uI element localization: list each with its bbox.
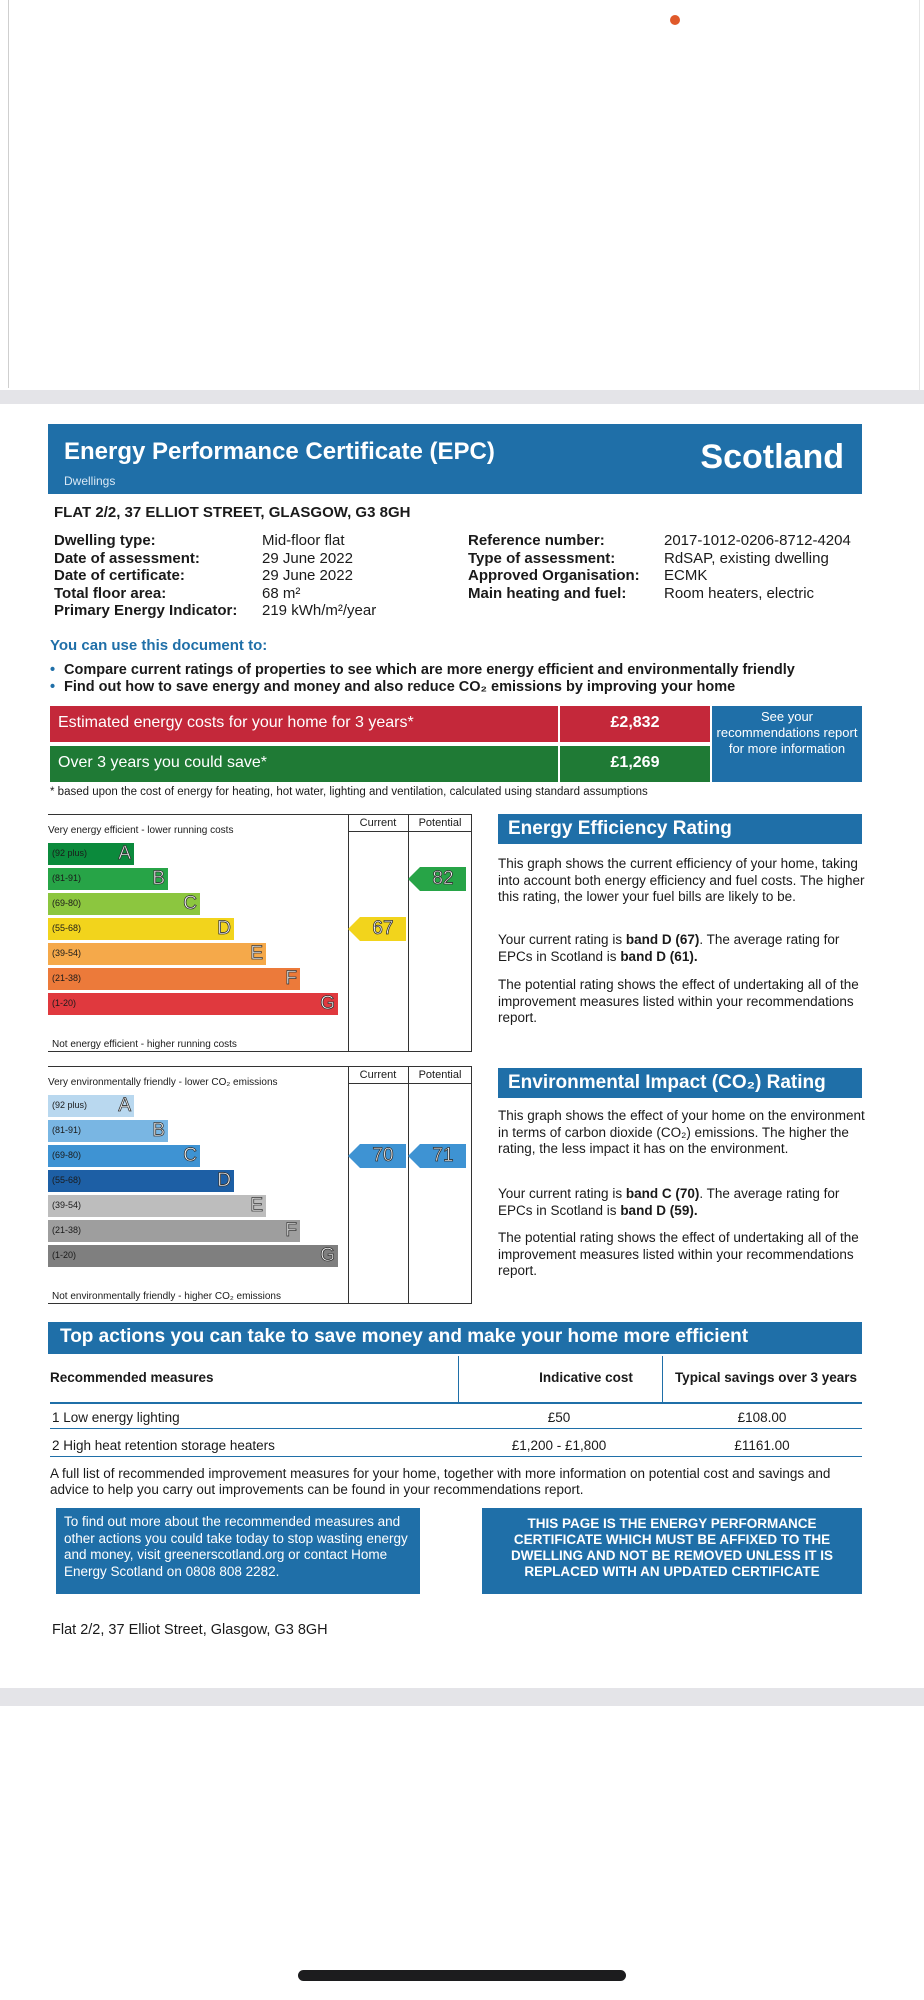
band-letter: D <box>217 1170 231 1191</box>
band-letter: F <box>285 1220 297 1241</box>
header-rule <box>348 1083 472 1084</box>
table-rule <box>50 1456 862 1457</box>
table-rule <box>50 1402 862 1404</box>
band-range-label: (21-38) <box>52 973 82 983</box>
table-cell-cost: £50 <box>547 1410 571 1425</box>
header-rule <box>348 831 472 832</box>
env-band-a <box>48 1095 134 1117</box>
table-rule <box>50 1428 862 1429</box>
fact-value: Room heaters, electric <box>664 584 815 602</box>
table-cell-savings: £1161.00 <box>734 1438 790 1453</box>
energy-band-d <box>48 918 234 940</box>
footer-address: Flat 2/2, 37 Elliot Street, Glasgow, G3 8GH <box>52 1622 328 1638</box>
column-divider <box>408 1067 409 1303</box>
env-panel-title: Environmental Impact (CO₂) Rating <box>498 1068 862 1098</box>
table-row: 2 High heat retention storage heaters <box>52 1438 275 1453</box>
env-band-c <box>48 1145 200 1167</box>
fact-key: Reference number: <box>468 532 605 549</box>
epc-region: Scotland <box>700 438 844 476</box>
use-bullets <box>50 662 795 696</box>
band-range-label: (92 plus) <box>52 1100 88 1110</box>
bullet-item: • Compare current ratings of properties to see which are more energy efficient and environmentally friendly <box>50 662 795 679</box>
potential-column-label: Potential <box>418 1069 462 1081</box>
affix-notice-box: THIS PAGE IS THE ENERGY PERFORMANCE CERTIFICATE WHICH MUST BE AFFIXED TO THE DWELLING AND NOT BE REMOVED UNLESS IT IS REPLACED WITH AN UPDATED CERTIFICATE <box>482 1508 862 1594</box>
fact-key: Approved Organisation: <box>468 567 640 585</box>
band-range-label: (39-54) <box>52 948 82 958</box>
potential-column-label: Potential <box>418 817 462 829</box>
text-run: . The average rating for EPCs in Scotland is <box>498 932 840 964</box>
page-gap <box>0 390 924 404</box>
fact-value: 219 kWh/m²/year <box>262 602 377 620</box>
env-band-f <box>48 1220 300 1242</box>
env-band-b <box>48 1120 168 1142</box>
table-cell-cost: £1,200 - £1,800 <box>511 1438 607 1453</box>
estimated-costs-value: £2,832 <box>560 706 710 742</box>
band-letter: C <box>183 1145 197 1166</box>
fact-value: ECMK <box>664 567 708 585</box>
text-run-bold: band D (61). <box>620 948 698 964</box>
estimated-costs-label: Estimated energy costs for your home for 3 years* <box>50 706 558 742</box>
fact-key: Type of assessment: <box>468 549 616 567</box>
env-potential-rating: 71 <box>420 1144 466 1168</box>
text-run-bold: band D (67) <box>625 932 700 947</box>
band-range-label: (39-54) <box>52 1200 82 1210</box>
fact-value: 2017-1012-0206-8712-4204 <box>664 532 851 549</box>
eer-panel-text-3: The potential rating shows the effect of undertaking all of the improvement measures listed within your recommendations report. <box>498 977 859 1025</box>
table-column-line <box>458 1356 459 1404</box>
band-range-label: (81-91) <box>52 1125 82 1135</box>
eer-panel-text-1: This graph shows the current efficiency of your home, taking into account both energy efficiency and fuel costs. The higher this rating, the lower your fuel bills are likely to be. <box>498 856 865 904</box>
fact-key: Main heating and fuel: <box>468 584 627 602</box>
env-band-g <box>48 1245 338 1267</box>
fact-value: 68 m² <box>262 584 301 602</box>
text-run-bold: band C (70) <box>625 1186 700 1201</box>
table-header-savings: Typical savings over 3 years <box>674 1370 858 1385</box>
band-letter: G <box>320 1245 335 1266</box>
fact-key: Date of certificate: <box>54 567 185 585</box>
current-column-label: Current <box>359 1069 397 1081</box>
env-current-rating: 70 <box>360 1144 406 1168</box>
page-edge-line <box>8 0 9 388</box>
more-info-box: To find out more about the recommended measures and other actions you could take today to stop wasting energy and money, visit greenerscotland.org or contact Home Energy Scotland on 0808 808 2282. <box>56 1508 420 1594</box>
page-gap <box>0 1688 924 1706</box>
band-letter: D <box>217 918 231 939</box>
use-document-title: You can use this document to: <box>50 637 268 654</box>
column-divider <box>408 815 409 1051</box>
table-cell-savings: £108.00 <box>737 1410 787 1425</box>
fact-key: Total floor area: <box>54 584 167 602</box>
full-list-note: A full list of recommended improvement measures for your home, together with more information on potential cost and savings and advice to help you carry out improvements can be found in your recommendations report. <box>50 1466 831 1497</box>
fact-value: 29 June 2022 <box>262 549 353 567</box>
band-letter: E <box>250 1195 263 1216</box>
band-letter: G <box>320 993 335 1014</box>
table-row: 1 Low energy lighting <box>52 1410 180 1425</box>
band-range-label: (92 plus) <box>52 848 88 858</box>
table-header-cost: Indicative cost <box>539 1370 633 1385</box>
fact-key: Dwelling type: <box>54 532 156 549</box>
eer-panel-title: Energy Efficiency Rating <box>498 814 862 844</box>
text-run-bold: band D (59). <box>620 1202 698 1218</box>
energy-band-b <box>48 868 168 890</box>
band-letter: E <box>250 943 263 964</box>
chart-top-caption: Very energy efficient - lower running costs <box>48 825 234 836</box>
see-recommendations-box: See your recommendations report for more information <box>712 706 862 782</box>
band-letter: C <box>183 893 197 914</box>
text-run: Your current rating is <box>498 932 626 947</box>
savings-label: Over 3 years you could save* <box>50 746 558 782</box>
eer-panel-text-2 <box>498 932 868 965</box>
recording-indicator-icon <box>670 15 680 25</box>
band-letter: F <box>285 968 297 989</box>
fact-value: Mid-floor flat <box>262 532 345 549</box>
epc-subtitle: Dwellings <box>64 474 116 488</box>
band-letter: A <box>118 1095 131 1116</box>
band-range-label: (81-91) <box>52 873 82 883</box>
energy-band-c <box>48 893 200 915</box>
energy-band-g <box>48 993 338 1015</box>
fact-value: RdSAP, existing dwelling <box>664 549 829 567</box>
fact-key: Primary Energy Indicator: <box>54 602 238 620</box>
band-range-label: (55-68) <box>52 1175 82 1185</box>
current-column-label: Current <box>359 817 397 829</box>
fact-key: Date of assessment: <box>54 549 200 567</box>
chart-top-caption: Very environmentally friendly - lower CO₂ emissions <box>48 1077 278 1088</box>
epc-page <box>8 404 916 1688</box>
energy-potential-rating: 82 <box>420 867 466 891</box>
environmental-impact-chart <box>48 1066 472 1304</box>
energy-band-a <box>48 843 134 865</box>
band-range-label: (1-20) <box>52 998 77 1008</box>
band-range-label: (21-38) <box>52 1225 82 1235</box>
text-run: Your current rating is <box>498 1186 626 1201</box>
energy-current-rating: 67 <box>360 917 406 941</box>
env-panel-text-2 <box>498 1186 868 1219</box>
band-letter: B <box>152 868 165 889</box>
table-column-line <box>662 1356 663 1404</box>
chart-bottom-caption: Not energy efficient - higher running costs <box>52 1039 237 1050</box>
band-range-label: (1-20) <box>52 1250 77 1260</box>
chart-bottom-caption: Not environmentally friendly - higher CO₂ emissions <box>52 1291 281 1302</box>
facts-right <box>468 532 868 602</box>
previous-page <box>0 0 920 392</box>
home-indicator[interactable] <box>298 1970 626 1981</box>
bullet-item: • Find out how to save energy and money and also reduce CO₂ emissions by improving your home <box>50 679 795 696</box>
column-divider <box>348 1067 349 1303</box>
band-range-label: (55-68) <box>52 923 82 933</box>
fact-value: 29 June 2022 <box>262 567 353 585</box>
band-letter: B <box>152 1120 165 1141</box>
table-header-measures: Recommended measures <box>50 1370 214 1385</box>
band-letter: A <box>118 843 131 864</box>
epc-header <box>48 424 862 494</box>
epc-title: Energy Performance Certificate (EPC) <box>64 438 495 465</box>
top-actions-title: Top actions you can take to save money and make your home more efficient <box>48 1322 862 1354</box>
env-panel-text-3: The potential rating shows the effect of undertaking all of the improvement measures listed within your recommendations report. <box>498 1230 859 1278</box>
env-band-d <box>48 1170 234 1192</box>
property-address: FLAT 2/2, 37 ELLIOT STREET, GLASGOW, G3 8GH <box>54 504 411 521</box>
facts-left <box>54 532 394 620</box>
band-range-label: (69-80) <box>52 898 82 908</box>
energy-band-e <box>48 943 266 965</box>
energy-band-f <box>48 968 300 990</box>
env-panel-text-1: This graph shows the effect of your home on the environment in terms of carbon dioxide (CO₂) emissions. The higher the rating, the less impact it has on the environment. <box>498 1108 865 1156</box>
savings-value: £1,269 <box>560 746 710 782</box>
band-range-label: (69-80) <box>52 1150 82 1160</box>
text-run: . The average rating for EPCs in Scotland is <box>498 1186 840 1218</box>
next-page <box>0 1706 924 2000</box>
energy-efficiency-chart <box>48 814 472 1052</box>
env-band-e <box>48 1195 266 1217</box>
cost-footnote: * based upon the cost of energy for heating, hot water, lighting and ventilation, calculated using standard assumptions <box>50 786 648 798</box>
